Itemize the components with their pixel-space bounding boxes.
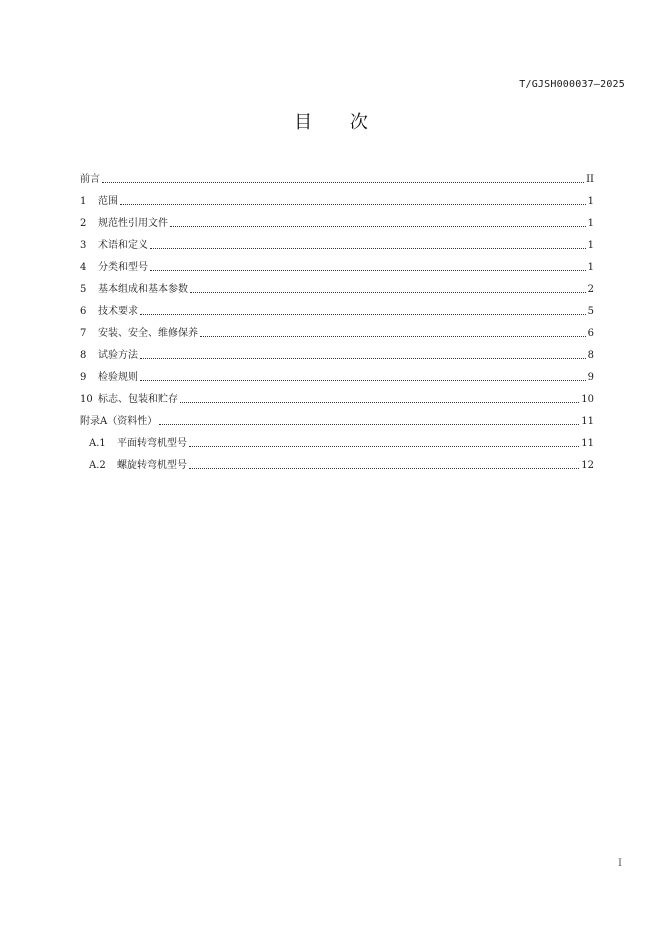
toc-entry-label: 平面转弯机型号 [117,438,187,449]
toc-entry-page: 8 [587,350,594,361]
toc-leader-dots [159,423,579,425]
toc-entry-label: 安装、安全、维修保养 [98,328,198,339]
toc-leader-dots [140,357,586,359]
toc-entry-label: 技术要求 [98,306,138,317]
toc-entry-number: 1 [80,196,87,207]
toc-entry-9[interactable] [80,362,594,384]
toc-entry-page: 1 [587,262,594,273]
toc-leader-dots [102,181,584,183]
toc-leader-dots [140,313,586,315]
toc-entry-number: 3 [80,240,87,251]
toc-entry-label: 螺旋转弯机型号 [117,460,187,471]
toc-entry-page: 9 [587,372,594,383]
toc-entry-number: 7 [80,328,87,339]
toc-entry-foreword[interactable] [80,164,594,186]
toc-entry-page: 1 [587,196,594,207]
toc-entry-page: 1 [587,218,594,229]
toc-entry-page: 11 [581,438,594,449]
toc-entry-number: A.2 [89,460,106,471]
toc-entry-number: 4 [80,262,87,273]
toc-leader-dots [180,401,579,403]
toc-entry-appendix-a[interactable] [80,406,594,428]
toc-entry-label: 检验规则 [98,372,138,383]
toc-leader-dots [170,225,586,227]
toc-entry-2[interactable] [80,208,594,230]
toc-entry-number: 8 [80,350,87,361]
toc-title: 目 次 [294,112,384,133]
toc-entry-label: 标志、包装和贮存 [98,394,178,405]
toc-entry-3[interactable] [80,230,594,252]
document-code: T/GJSH000037—2025 [519,79,625,90]
toc-leader-dots [189,467,579,469]
toc-entry-number: A.1 [89,438,106,449]
toc-entry-a1[interactable] [80,428,594,450]
toc-entry-label: 基本组成和基本参数 [98,284,188,295]
toc-entry-number: 9 [80,372,87,383]
toc-entry-label: 术语和定义 [98,240,148,251]
toc-entry-5[interactable] [80,274,594,296]
toc-entry-number: 6 [80,306,87,317]
toc-entry-label: 规范性引用文件 [98,218,168,229]
toc-leader-dots [189,445,579,447]
toc-leader-dots [150,269,586,271]
toc-entry-page: 1 [587,240,594,251]
toc-entry-label: 范围 [98,196,118,207]
toc-entry-label: 前言 [80,174,100,185]
toc-entry-8[interactable] [80,340,594,362]
toc-entry-page: 10 [581,394,594,405]
toc-entry-7[interactable] [80,318,594,340]
toc-entry-a2[interactable] [80,450,594,472]
toc-entry-10[interactable] [80,384,594,406]
toc-entry-number: 10 [80,394,93,405]
toc-leader-dots [190,291,586,293]
table-of-contents [80,164,594,472]
toc-entry-4[interactable] [80,252,594,274]
toc-entry-label: 附录A（资料性） [80,416,158,427]
toc-entry-label: 试验方法 [98,350,138,361]
toc-leader-dots [200,335,586,337]
toc-entry-6[interactable] [80,296,594,318]
toc-leader-dots [140,379,586,381]
toc-entry-page: 2 [587,284,594,295]
toc-leader-dots [150,247,586,249]
toc-entry-label: 分类和型号 [98,262,148,273]
toc-entry-number: 2 [80,218,87,229]
toc-entry-page: II [586,174,594,185]
toc-entry-page: 5 [587,306,594,317]
toc-entry-page: 11 [581,416,594,427]
toc-entry-page: 12 [581,460,594,471]
page-number: I [618,858,622,869]
toc-entry-1[interactable] [80,186,594,208]
toc-entry-page: 6 [587,328,594,339]
toc-entry-number: 5 [80,284,87,295]
toc-leader-dots [120,203,586,205]
